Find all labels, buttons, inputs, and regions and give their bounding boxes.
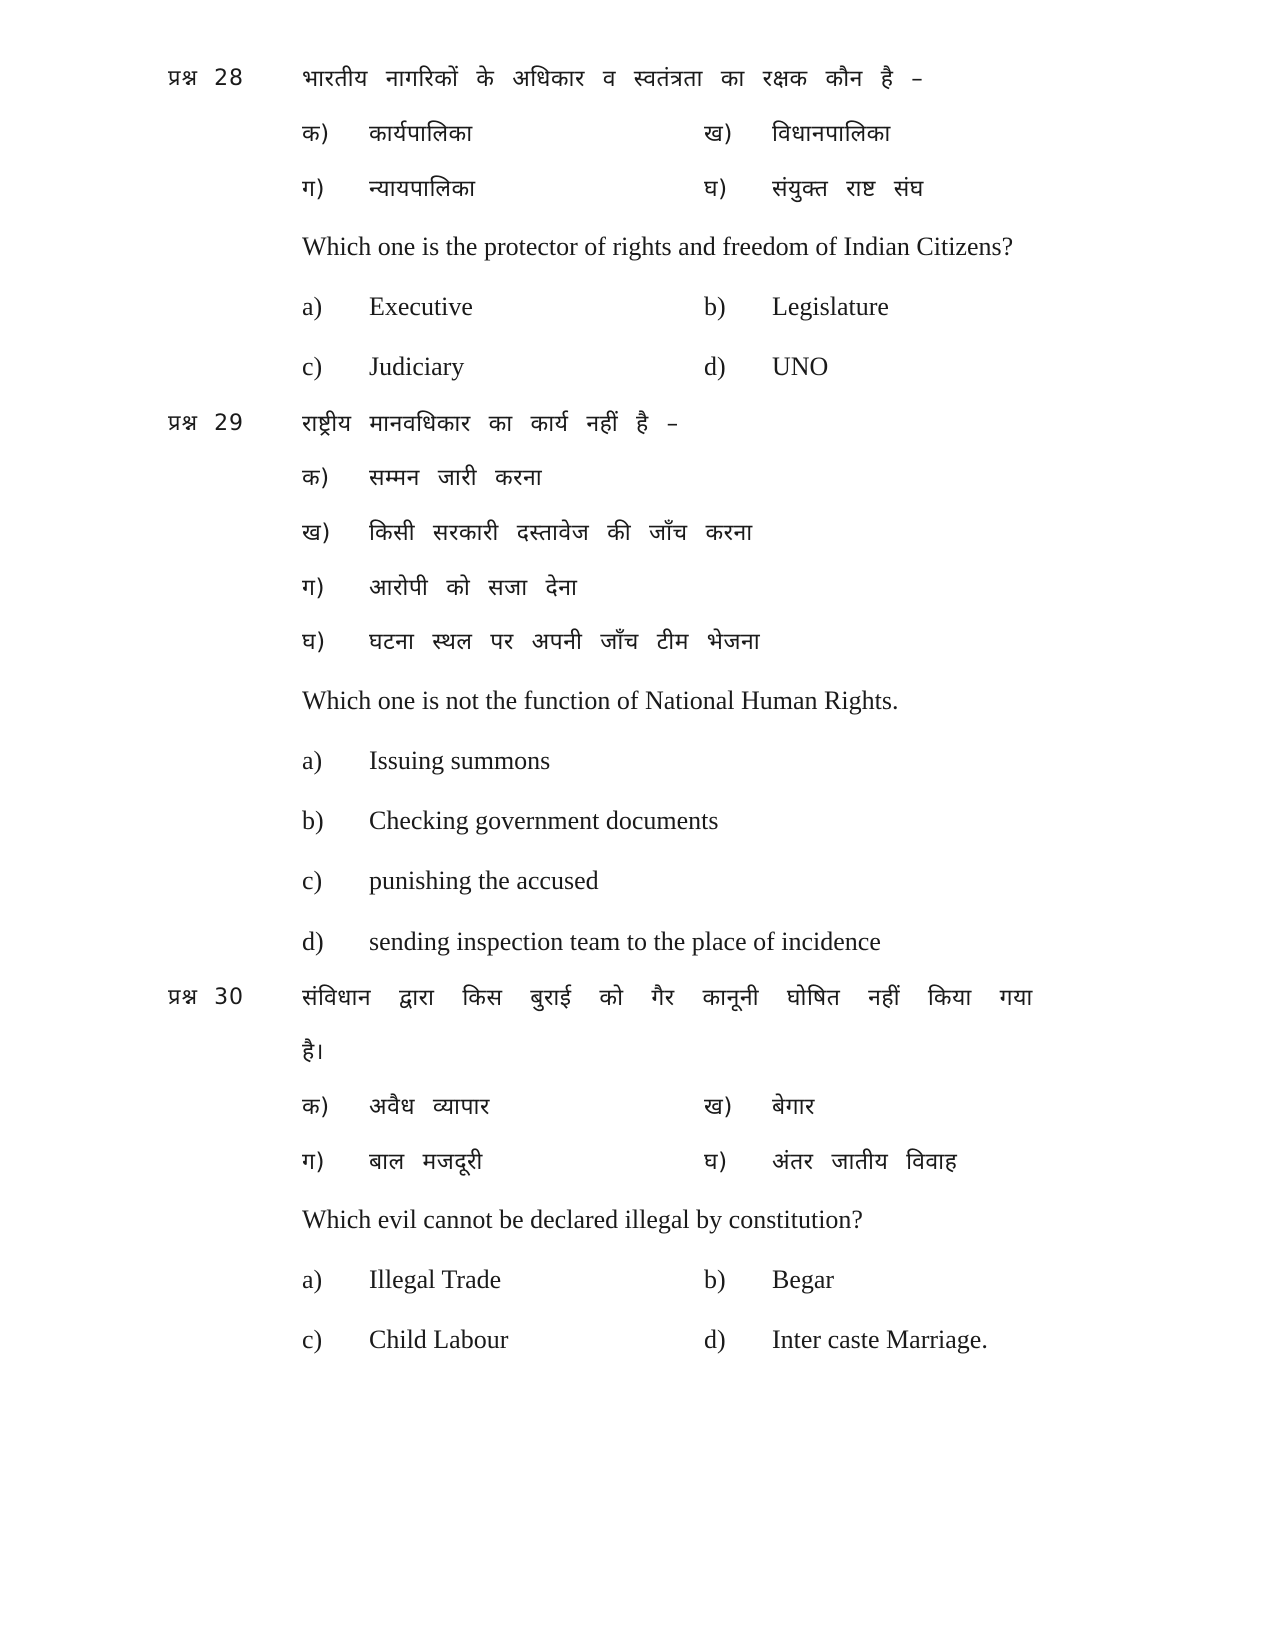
option-text: आरोपी को सजा देना [369,575,578,601]
option-text: Legislature [772,292,889,321]
question-text-hindi: संविधान द्वारा किस बुराई को गैर कानूनी घोषित नहीं किया गया [302,985,1033,1011]
option-text: अवैध व्यापार [369,1094,490,1120]
option-label: क) [302,465,330,491]
option-label: ख) [302,520,331,546]
option-label: b) [704,292,726,321]
option-text: UNO [772,352,829,381]
option-label: ग) [302,575,325,601]
question-text-english: Which one is not the function of National Human Rights. [302,686,899,715]
option-label: घ) [302,629,326,655]
option-text: Begar [772,1265,835,1294]
option-label: d) [704,1325,726,1354]
question-text-hindi: भारतीय नागरिकों के अधिकार व स्वतंत्रता का रक्षक कौन है – [302,66,924,92]
option-label: c) [302,866,323,895]
option-text: Child Labour [369,1325,509,1354]
option-label: c) [302,1325,323,1354]
option-text: sending inspection team to the place of incidence [369,927,881,956]
option-label: a) [302,746,323,775]
question-text-hindi-continued: है। [302,1039,324,1065]
option-text: Illegal Trade [369,1265,502,1294]
option-text: बाल मजदूरी [369,1149,483,1175]
option-label: क) [302,121,330,147]
question-text-hindi: राष्ट्रीय मानवधिकार का कार्य नहीं है – [302,411,679,437]
option-label: d) [704,352,726,381]
option-label: a) [302,1265,323,1294]
option-label: c) [302,352,323,381]
option-text: बेगार [772,1094,815,1120]
option-text: कार्यपालिका [369,121,473,147]
question-text-english: Which one is the protector of rights and freedom of Indian Citizens? [302,232,1014,261]
option-label: b) [302,806,324,835]
option-label: ख) [704,121,733,147]
option-text: किसी सरकारी दस्तावेज की जाँच करना [369,520,753,546]
option-text: Checking government documents [369,806,719,835]
option-text: Issuing summons [369,746,551,775]
option-label: d) [302,927,324,956]
option-text: Executive [369,292,473,321]
question-number: प्रश्न 28 [168,66,245,91]
option-text: न्यायपालिका [369,176,476,202]
option-label: b) [704,1265,726,1294]
option-label: क) [302,1094,330,1120]
option-label: ग) [302,176,325,202]
option-label: घ) [704,176,728,202]
option-text: संयुक्त राष्ट संघ [772,176,924,202]
question-number: प्रश्न 30 [168,985,245,1010]
option-text: Inter caste Marriage. [772,1325,988,1354]
question-text-english: Which evil cannot be declared illegal by constitution? [302,1205,863,1234]
option-label: घ) [704,1149,728,1175]
option-text: विधानपालिका [772,121,891,147]
option-label: ख) [704,1094,733,1120]
option-label: a) [302,292,323,321]
option-text: सम्मन जारी करना [369,465,543,491]
option-text: punishing the accused [369,866,599,895]
option-text: घटना स्थल पर अपनी जाँच टीम भेजना [369,629,761,655]
option-label: ग) [302,1149,325,1175]
question-number: प्रश्न 29 [168,411,245,436]
option-text: अंतर जातीय विवाह [772,1149,958,1175]
option-text: Judiciary [369,352,465,381]
